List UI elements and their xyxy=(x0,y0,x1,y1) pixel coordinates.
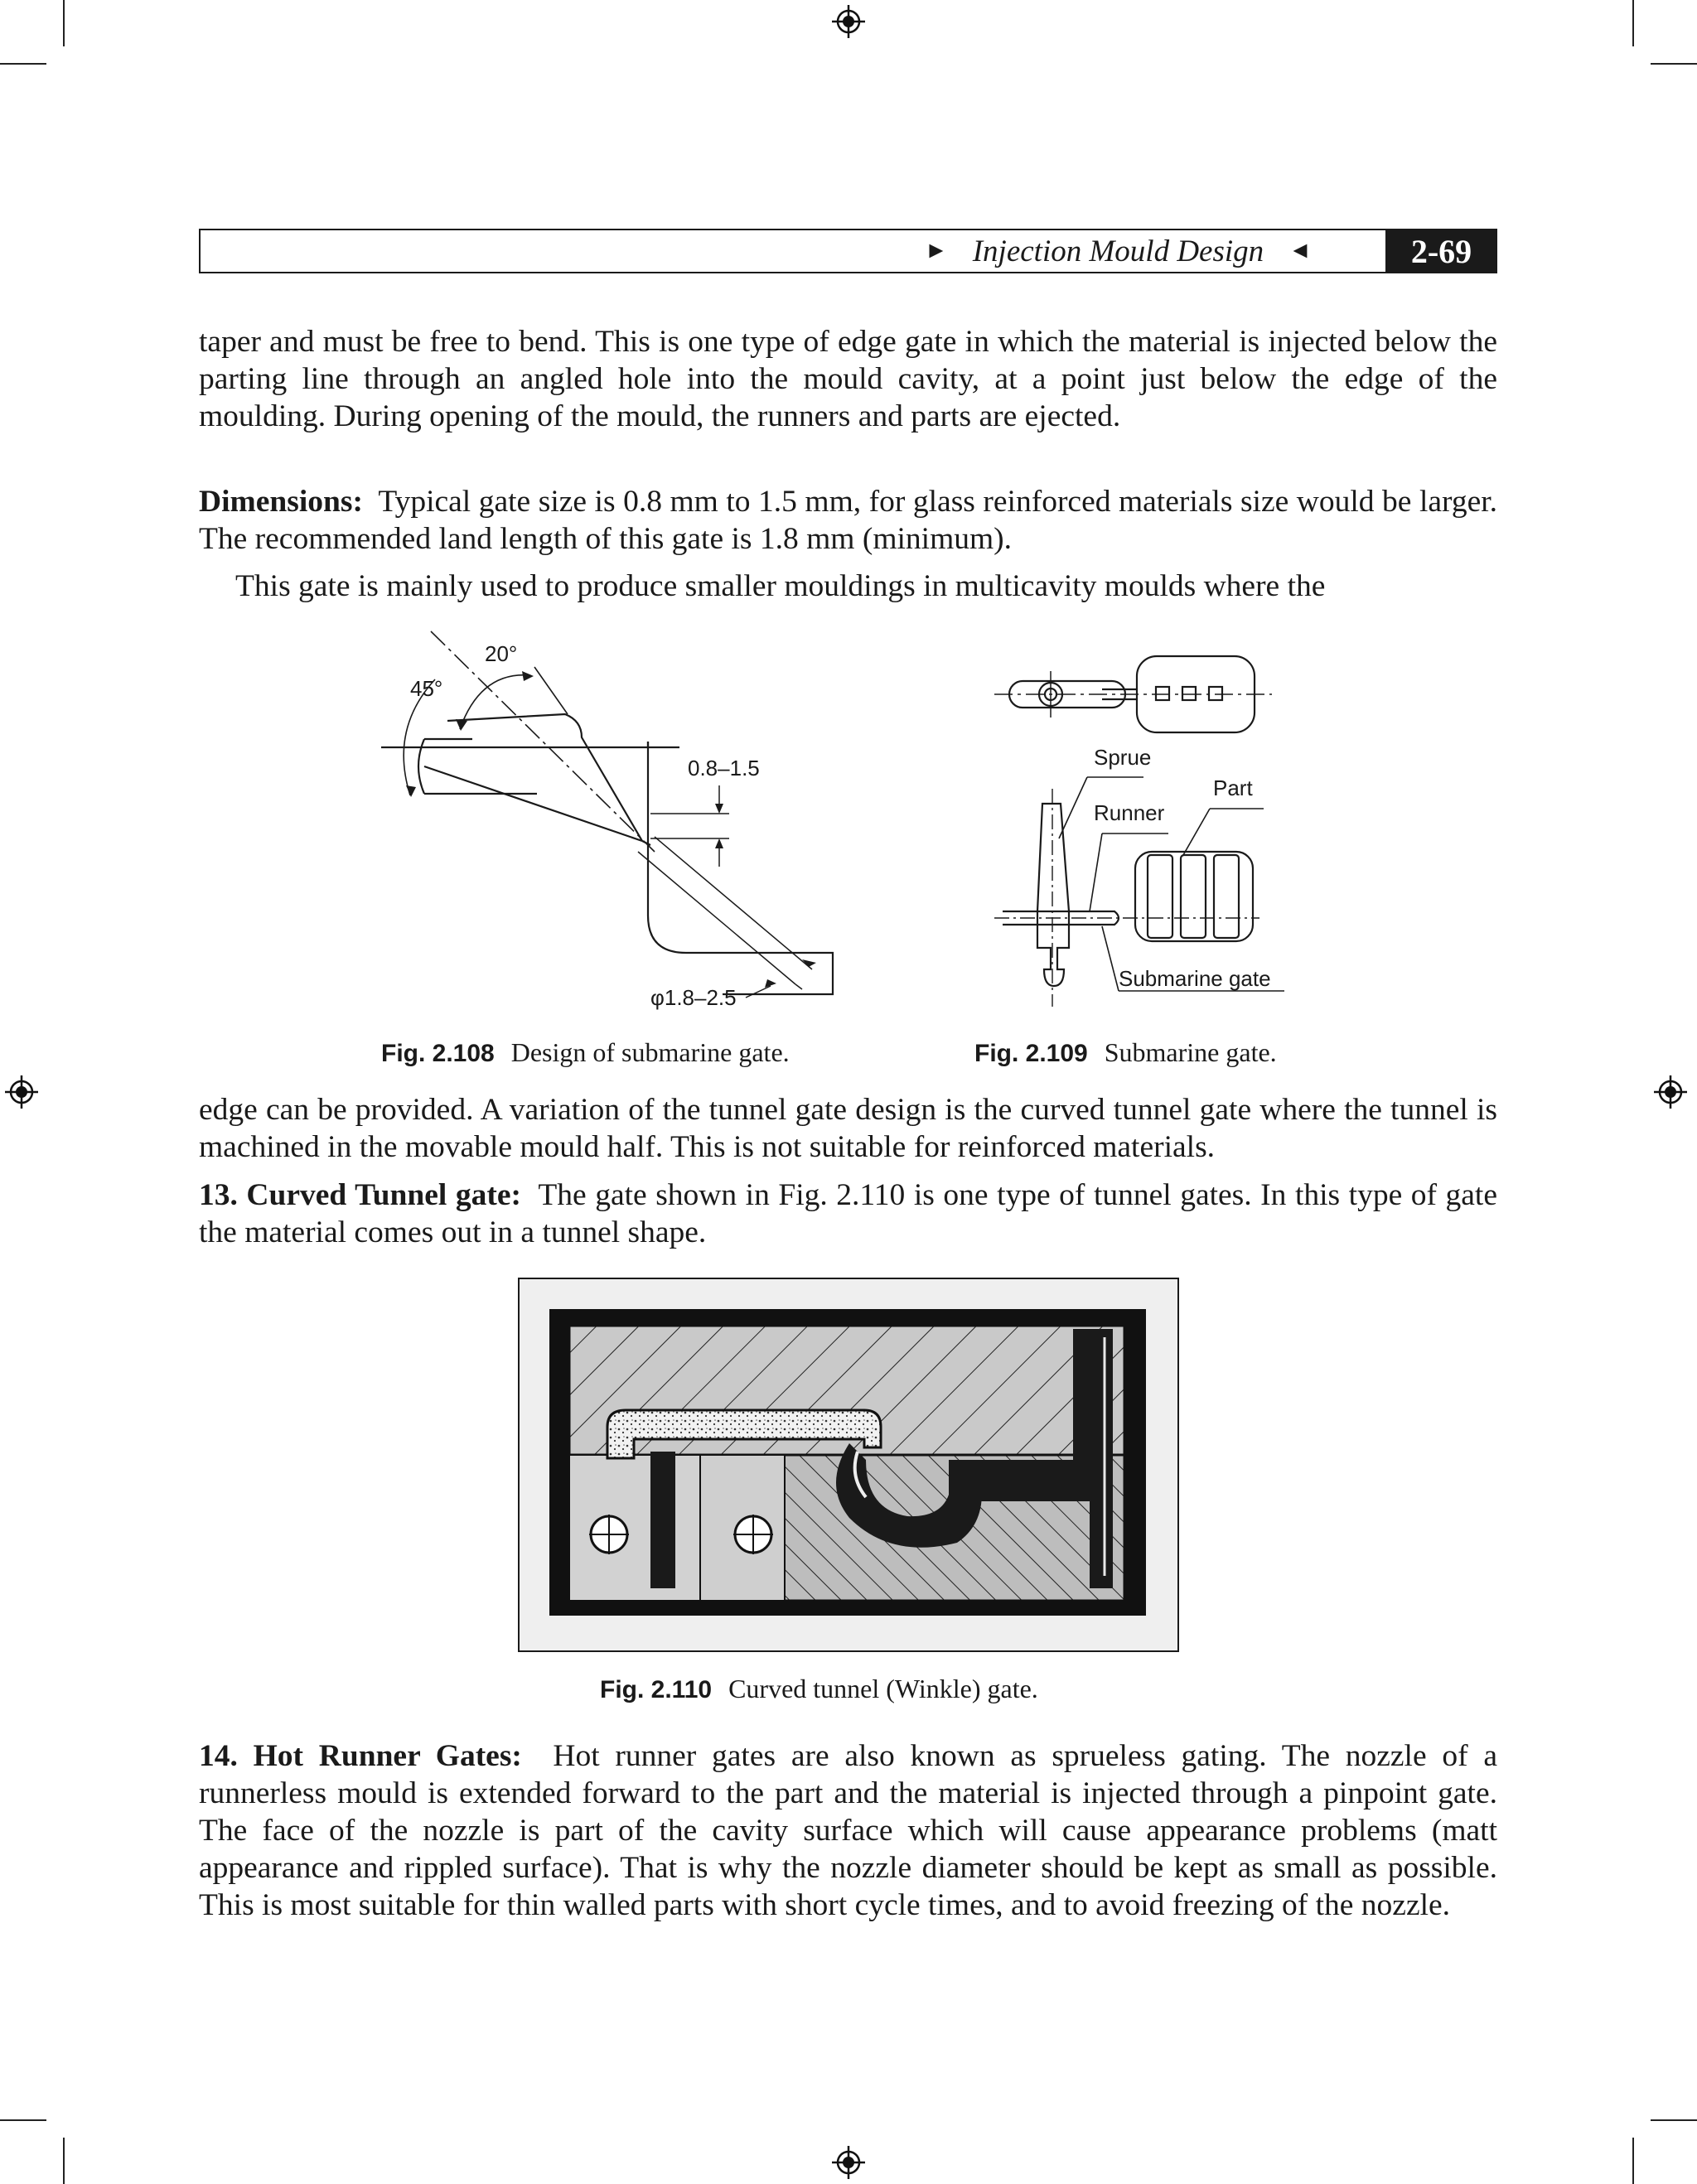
figure-caption xyxy=(381,1037,790,1068)
paragraph-label: 14. Hot Runner Gates: xyxy=(199,1739,522,1773)
angle-20-label: 20° xyxy=(485,641,518,666)
paragraph-text: Typical gate size is 0.8 mm to 1.5 mm, for glass reinforced materials size would be larger. The recommended land length of this gate is 1.8 mm (minimum). xyxy=(199,485,1498,556)
paragraph-label: Dimensions: xyxy=(199,485,363,519)
centre-line xyxy=(431,631,655,852)
crop-mark xyxy=(1632,0,1634,46)
figure-caption-text: Design of submarine gate. xyxy=(510,1037,790,1067)
figure-2-108 xyxy=(365,621,845,1027)
paragraph-curved-tunnel-gate xyxy=(199,1177,1497,1251)
chapter-title: Injection Mould Design xyxy=(972,234,1264,268)
part-label: Part xyxy=(1213,776,1253,800)
paragraph-hot-runner-gates xyxy=(199,1737,1497,1924)
crop-mark xyxy=(1651,2119,1697,2121)
tunnel-gate xyxy=(447,714,642,841)
figure-caption xyxy=(974,1037,1277,1068)
part-side-view xyxy=(1135,852,1253,941)
registration-mark-icon xyxy=(1654,1075,1687,1109)
registration-mark-icon xyxy=(832,2146,865,2179)
figure-caption xyxy=(600,1674,1038,1704)
sprue-label: Sprue xyxy=(1094,745,1152,770)
figure-caption-text: Curved tunnel (Winkle) gate. xyxy=(728,1674,1038,1703)
angle-45-label: 45° xyxy=(410,676,443,701)
right-triangle-icon: ► xyxy=(925,238,948,263)
paragraph-text: Hot runner gates are also known as sprueless gating. The nozzle of a runnerless mould is extended forward to the part and the material is injected through a pinpoint gate. The face of the nozzle is part of the cavity surface which will cause appearance problems (matt appearance and rippled surface). That is why the nozzle diameter should be kept as small as possible. This is most suitable for thin walled parts with short cycle times, and to avoid freezing of the nozzle. xyxy=(199,1739,1497,1922)
submarine-gate-label: Submarine gate xyxy=(1119,966,1271,991)
figure-number: Fig. 2.110 xyxy=(600,1676,713,1703)
figure-caption-text: Submarine gate. xyxy=(1104,1037,1277,1067)
paragraph: This gate is mainly used to produce smaller mouldings in multicavity moulds where the xyxy=(235,569,1326,603)
paragraph-label: 13. Curved Tunnel gate: xyxy=(199,1178,521,1212)
crop-mark xyxy=(0,63,46,65)
diameter-label: φ1.8–2.5 xyxy=(650,985,737,1010)
gate-size-label: 0.8–1.5 xyxy=(688,756,760,780)
figure-2-110 xyxy=(518,1278,1179,1652)
figure-number: Fig. 2.109 xyxy=(974,1040,1088,1067)
left-triangle-icon: ◄ xyxy=(1288,238,1312,263)
crop-mark xyxy=(63,0,65,46)
paragraph: taper and must be free to bend. This is one type of edge gate in which the material is injected below the parting line through an angled hole into the mould cavity, at a point just below the edge of the moulding. During opening of the mould, the runners and parts are ejected. xyxy=(199,325,1497,433)
page-number: 2-69 xyxy=(1385,229,1497,273)
crop-mark xyxy=(1651,63,1697,65)
paragraph: edge can be provided. A variation of the tunnel gate design is the curved tunnel gate where the tunnel is machined in the movable mould half. This is not suitable for reinforced materials. xyxy=(199,1093,1497,1164)
registration-mark-icon xyxy=(832,5,865,38)
crop-mark xyxy=(0,2119,46,2121)
runner-label: Runner xyxy=(1094,800,1165,825)
running-header-title xyxy=(900,229,1389,273)
sprue-side-view xyxy=(1037,804,1069,986)
crop-mark xyxy=(63,2138,65,2184)
figure-number: Fig. 2.108 xyxy=(381,1040,495,1067)
ejector-pin xyxy=(650,1452,675,1588)
registration-mark-icon xyxy=(5,1075,38,1109)
paragraph-text: The gate shown in Fig. 2.110 is one type of tunnel gates. In this type of gate the material comes out in a tunnel shape. xyxy=(199,1178,1497,1249)
figure-2-109 xyxy=(978,638,1309,1019)
paragraph-dimensions xyxy=(199,483,1497,558)
crop-mark xyxy=(1632,2138,1634,2184)
